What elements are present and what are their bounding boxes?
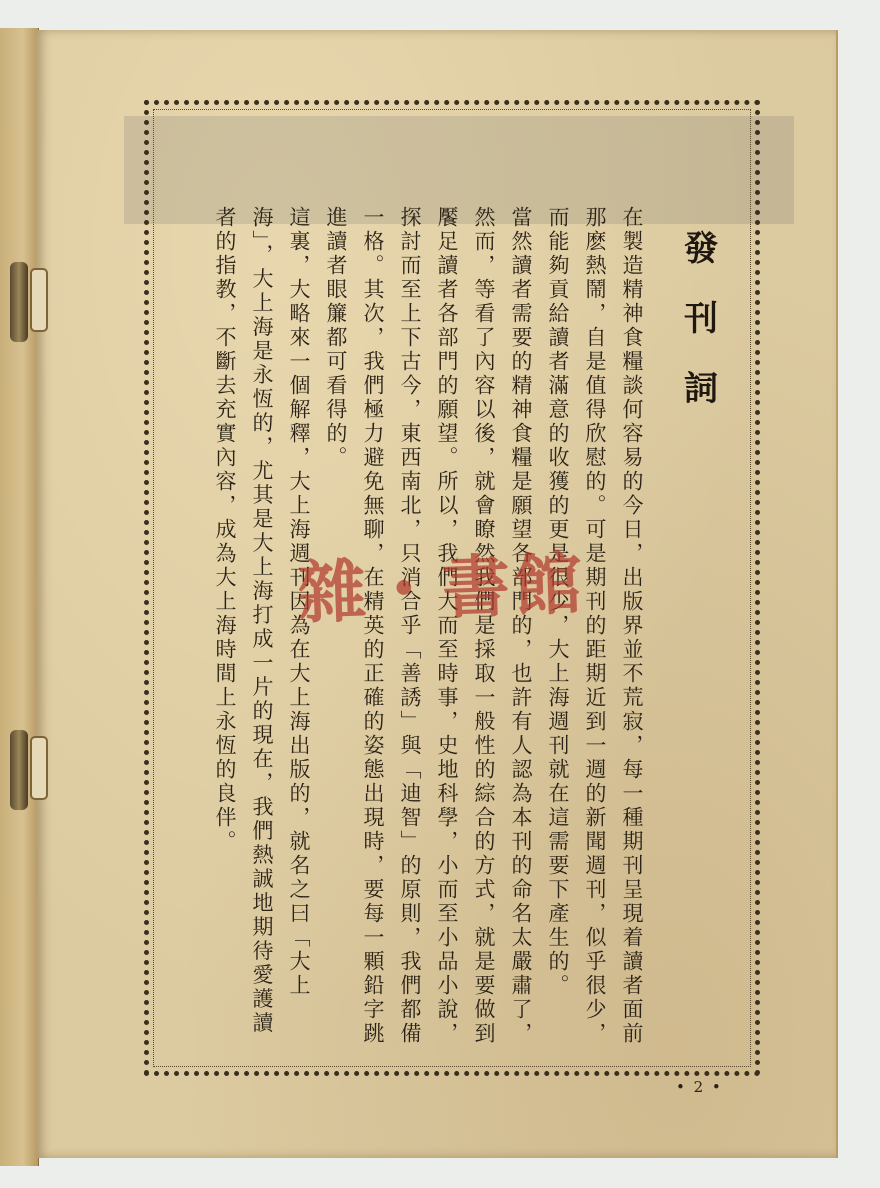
staple-hole-top bbox=[30, 268, 48, 332]
article-title bbox=[676, 229, 726, 409]
library-watermark-stamp: 雜・書館 bbox=[296, 544, 588, 635]
title-char-2: 刊 bbox=[684, 299, 718, 339]
staple-bottom bbox=[10, 730, 28, 810]
title-char-1: 發 bbox=[684, 229, 718, 269]
paragraph-1: 在製造精神食糧談何容易的今日，出版界並不荒寂，每一種期刊呈現着讀者面前那麽熱鬧，自是值得欣慰的。可是期刊的距期近到一週的新聞週刊，似乎很少，而能夠貢給讀者滿意的收獲的更是很少，大上海週刊就在這需要下產生的。 bbox=[546, 206, 644, 1046]
paragraph-3: 這裏，大略來一個解釋，大上海週刊因為在大上海出版的，就名之曰「大上海」，大上海是永恆的，尤其是大上海打成一片的現在，我們熱誠地期待愛護讀者的指教，不斷去充實內容，成為大上海時間上永恆的良伴。 bbox=[213, 206, 311, 1036]
paragraph-2: 當然讀者需要的精神食糧是願望各部門的，也許有人認為本刊的命名太嚴肅了，然而，等看了內容以後，就會瞭然我們是採取一般性的綜合的方式，就是要做到饜足讀者各部門的願望。所以，我們大而至時事，史地科學，小而至小品小說，探討而至上下古今，東西南北，只消合乎「善誘」與「迪智」的原則，我們都備一格。其次，我們極力避免無聊，在精英的正確的姿態出現時，要每一顆鉛字跳進讀者眼簾都可看得的。 bbox=[324, 206, 533, 1046]
title-char-3: 詞 bbox=[684, 369, 718, 409]
staple-hole-bottom bbox=[30, 736, 48, 800]
staple-top bbox=[10, 262, 28, 342]
page-number: • 2 • bbox=[676, 1078, 723, 1096]
left-page-edge bbox=[0, 28, 39, 1166]
